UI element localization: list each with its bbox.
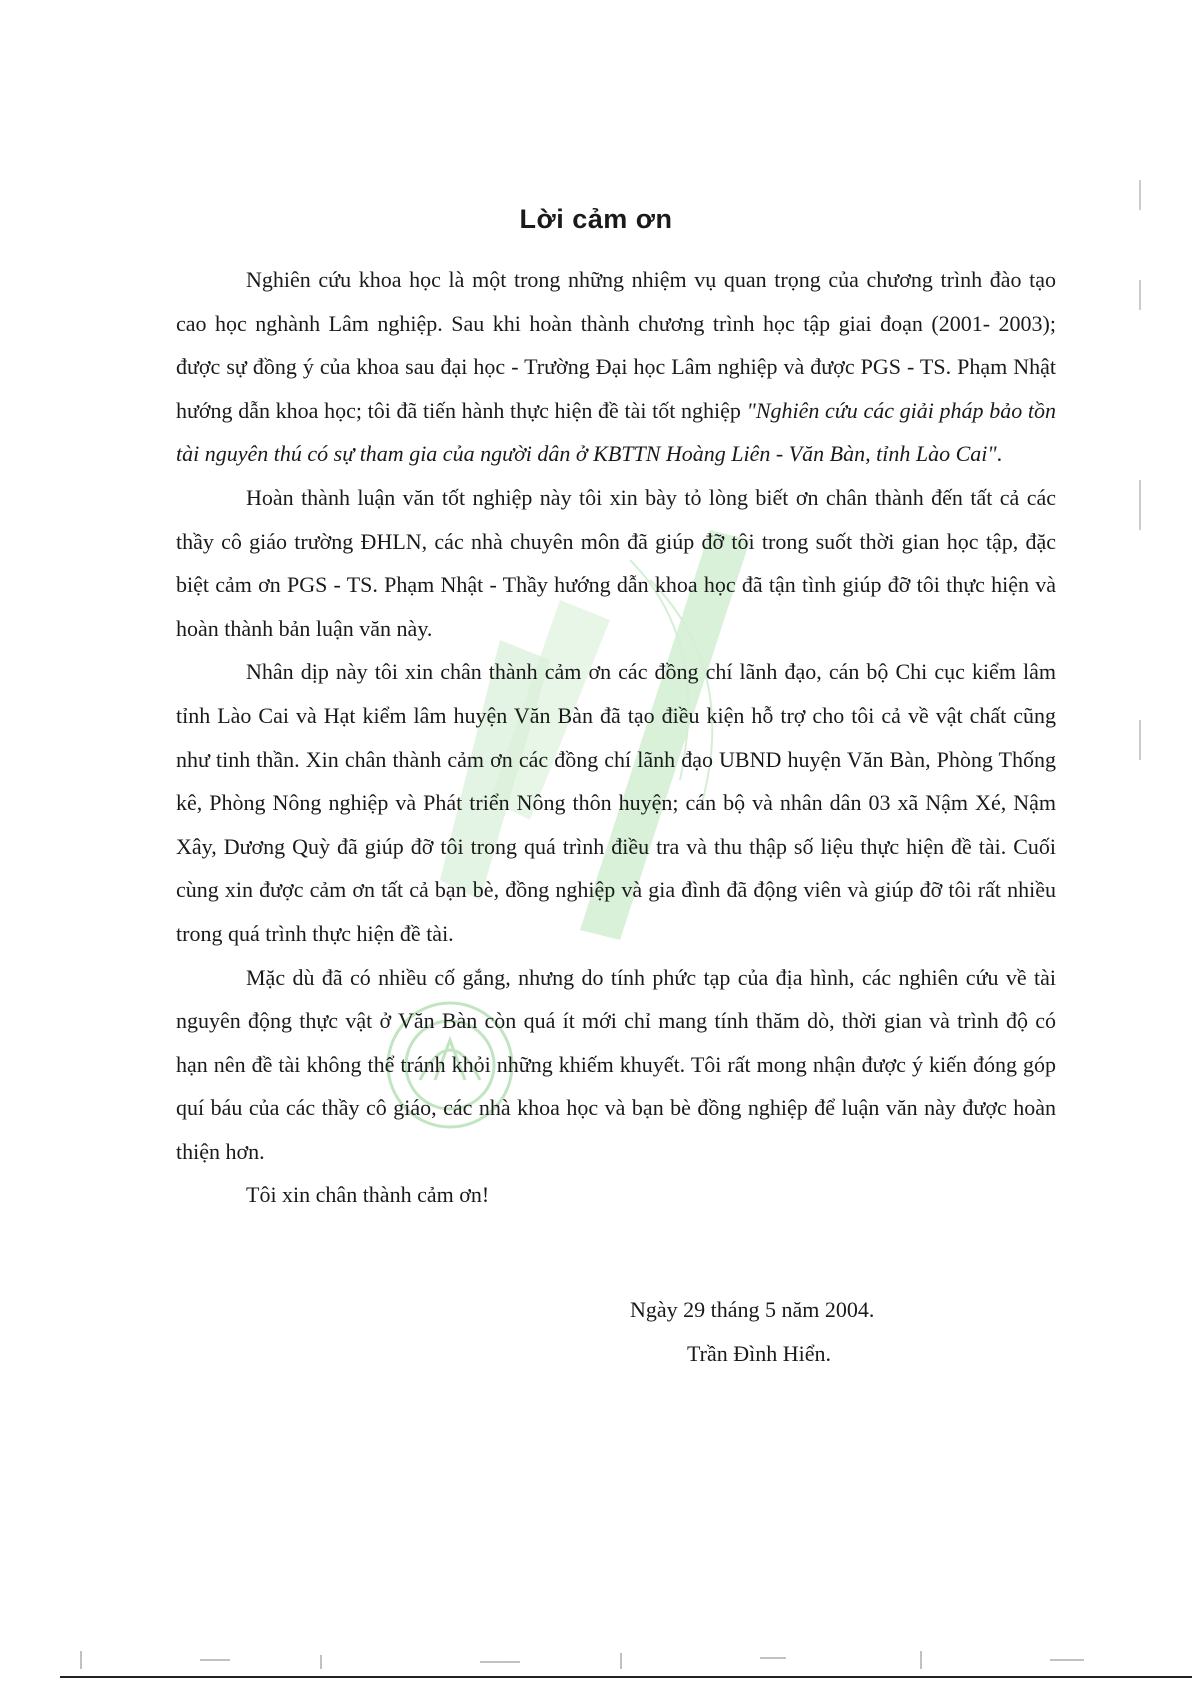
- scan-footer-noise: [60, 1645, 1192, 1673]
- paragraph-4: Mặc dù đã có nhiều cố gắng, nhưng do tính phức tạp của địa hình, các nghiên cứu về tài nguyên động thực vật ở Văn Bàn còn quá ít mới chỉ mang tính thăm dò, thời gian và trình độ có hạn nên đề tài không thể tránh khỏi những khiếm khuyết. Tôi rất mong nhận được ý kiến đóng góp quí báu của các thầy cô giáo, các nhà khoa học và bạn bè đồng nghiệp để luận văn này được hoàn thiện hơn.: [176, 964, 1056, 1164]
- thesis-title-italic: "Nghiên cứu các giải pháp bảo tồn tài nguyên thú có sự tham gia của người dân ở KBTTN Hoàng Liên - Văn Bàn, tỉnh Lào Cai": [176, 397, 1056, 467]
- paragraph-5: Tôi xin chân thành cảm ơn!: [246, 1182, 490, 1208]
- author-signature: Trần Đình Hiển.: [687, 1341, 832, 1366]
- paragraph-1-end: .: [996, 441, 1003, 467]
- paragraph-1: [176, 258, 1056, 476]
- scan-edge-marks: [1135, 180, 1145, 800]
- footer-rule: [60, 1676, 1192, 1678]
- acknowledgement-body: [176, 258, 1056, 1217]
- page-title: Lời cảm ơn: [519, 204, 673, 234]
- paragraph-3: Nhân dịp này tôi xin chân thành cảm ơn các đồng chí lãnh đạo, cán bộ Chi cục kiểm lâm tỉnh Lào Cai và Hạt kiểm lâm huyện Văn Bàn đã tạo điều kiện hỗ trợ cho tôi cả về vật chất cũng như tinh thần. Xin chân thành cảm ơn các đồng chí lãnh đạo UBND huyện Văn Bàn, Phòng Thống kê, Phòng Nông nghiệp và Phát triển Nông thôn huyện; cán bộ và nhân dân 03 xã Nậm Xé, Nậm Xây, Dương Quỳ đã giúp đỡ tôi trong quá trình điều tra và thu thập số liệu thực hiện đề tài. Cuối cùng xin được cảm ơn tất cả bạn bè, đồng nghiệp và gia đình đã động viên và giúp đỡ tôi rất nhiều trong quá trình thực hiện đề tài.: [176, 659, 1056, 946]
- date-line: Ngày 29 tháng 5 năm 2004.: [630, 1297, 875, 1322]
- paragraph-2: Hoàn thành luận văn tốt nghiệp này tôi xin bày tỏ lòng biết ơn chân thành đến tất cả các thầy cô giáo trường ĐHLN, các nhà chuyên môn đã giúp đỡ tôi trong suốt thời gian học tập, đặc biệt cảm ơn PGS - TS. Phạm Nhật - Thầy hướng dẫn khoa học đã tận tình giúp đỡ tôi thực hiện và hoàn thành bản luận văn này.: [176, 484, 1056, 641]
- paragraph-1-text: Nghiên cứu khoa học là một trong những nhiệm vụ quan trọng của chương trình đào tạo cao học nghành Lâm nghiệp. Sau khi hoàn thành chương trình học tập giai đoạn (2001- 2003); được sự đồng ý của khoa sau đại học - Trường Đại học Lâm nghiệp và được PGS - TS. Phạm Nhật hướng dẫn khoa học; tôi đã tiến hành thực hiện đề tài tốt nghiệp: [176, 267, 1056, 423]
